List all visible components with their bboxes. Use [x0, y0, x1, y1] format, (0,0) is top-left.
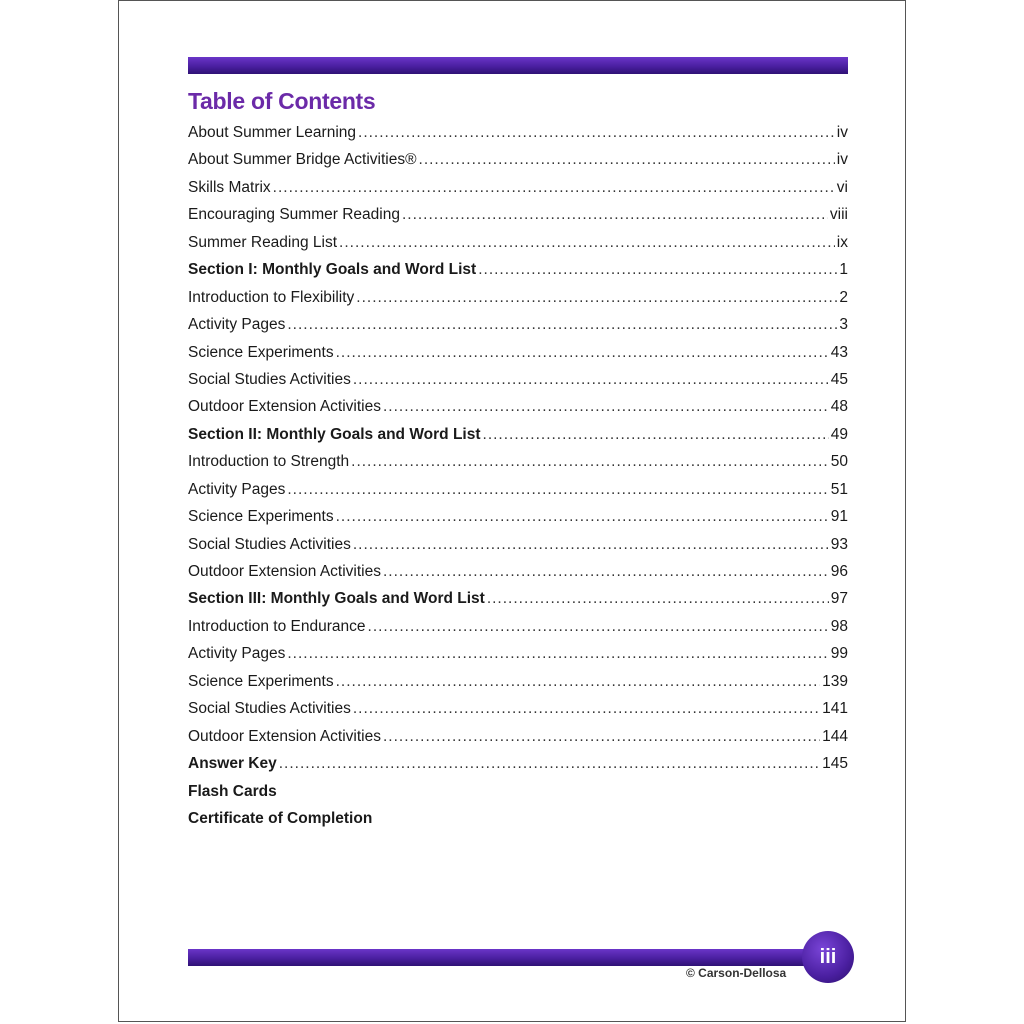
- dot-leader: [358, 124, 835, 142]
- dot-leader: [419, 151, 835, 169]
- page-title: Table of Contents: [188, 88, 376, 114]
- toc-entry[interactable]: [188, 563, 848, 590]
- toc-entry-label: Science Experiments: [188, 508, 334, 526]
- toc-entry[interactable]: [188, 179, 848, 206]
- toc-entry[interactable]: [188, 481, 848, 508]
- toc-entry-page: 145: [822, 755, 848, 773]
- toc-entry-page: 98: [830, 617, 848, 635]
- dot-leader: [336, 673, 821, 691]
- toc-entry-label: Answer Key: [188, 755, 277, 773]
- toc-entry[interactable]: [188, 206, 848, 233]
- toc-entry-label: Certificate of Completion: [188, 809, 373, 827]
- toc-entry-label: Social Studies Activities: [188, 535, 351, 553]
- toc-entry-label: Outdoor Extension Activities: [188, 398, 381, 416]
- toc-section-entry[interactable]: [188, 755, 848, 782]
- toc-entry-page: iv: [836, 151, 848, 169]
- page-number: iii: [819, 945, 837, 968]
- toc-entry[interactable]: [188, 453, 848, 480]
- toc-entry-label: Social Studies Activities: [188, 700, 351, 718]
- dot-leader: [336, 508, 829, 526]
- dot-leader: [287, 645, 828, 663]
- toc-entry-page: 93: [830, 535, 848, 553]
- dot-leader: [351, 453, 829, 471]
- toc-entry-page: iv: [836, 124, 848, 141]
- toc-entry-label: Section II: Monthly Goals and Word List: [188, 425, 481, 443]
- dot-leader: [287, 316, 837, 334]
- toc-entry-label: Science Experiments: [188, 672, 334, 690]
- toc-entry-page: 144: [822, 727, 848, 745]
- toc-entry-page: viii: [829, 206, 848, 224]
- toc-entry-label: Summer Reading List: [188, 233, 338, 251]
- dot-leader: [287, 481, 828, 499]
- toc-entry-label: Outdoor Extension Activities: [188, 727, 381, 745]
- dot-leader: [402, 206, 828, 224]
- toc-entry-label: Activity Pages: [188, 316, 286, 334]
- header-bar: [188, 57, 848, 74]
- toc-entry-label: Encouraging Summer Reading: [188, 206, 400, 224]
- toc-section-entry[interactable]: [188, 426, 848, 453]
- toc-entry-label: Activity Pages: [188, 645, 286, 663]
- toc-entry-page: 48: [830, 398, 848, 416]
- toc-section-entry[interactable]: [188, 810, 848, 837]
- toc-entry-label: Outdoor Extension Activities: [188, 563, 381, 580]
- toc-entry-page: 91: [830, 508, 848, 526]
- toc-entry[interactable]: [188, 645, 848, 672]
- toc-entry-label: About Summer Learning: [188, 124, 357, 141]
- dot-leader: [356, 289, 837, 307]
- toc-entry[interactable]: [188, 398, 848, 425]
- toc-entry-page: 99: [830, 645, 848, 663]
- toc-entry[interactable]: [188, 728, 848, 755]
- toc-entry[interactable]: [188, 700, 848, 727]
- toc-entry-page: vi: [836, 178, 848, 196]
- toc-entry-label: Science Experiments: [188, 343, 334, 361]
- toc-entry-label: Section I: Monthly Goals and Word List: [188, 261, 477, 279]
- dot-leader: [279, 755, 820, 773]
- toc-section-entry[interactable]: [188, 261, 848, 288]
- dot-leader: [353, 536, 829, 554]
- toc-entry[interactable]: [188, 151, 848, 178]
- dot-leader: [353, 700, 820, 718]
- toc-entry-label: Introduction to Strength: [188, 453, 350, 471]
- copyright-text: © Carson-Dellosa: [686, 966, 787, 980]
- dot-leader: [273, 179, 835, 197]
- dot-leader: [383, 728, 820, 746]
- toc-entry-label: Activity Pages: [188, 480, 286, 498]
- toc-entry-page: 139: [822, 672, 848, 690]
- toc-entry-page: 50: [830, 453, 848, 471]
- toc-entry-label: Introduction to Flexibility: [188, 288, 355, 306]
- dot-leader: [487, 590, 829, 608]
- toc-entry-page: 141: [822, 700, 848, 718]
- dot-leader: [353, 371, 829, 389]
- toc-entry-label: Section III: Monthly Goals and Word List: [188, 590, 485, 608]
- toc-entry-page: 49: [830, 425, 848, 443]
- toc-entry-label: Social Studies Activities: [188, 370, 351, 388]
- toc-entry[interactable]: [188, 508, 848, 535]
- toc-entry[interactable]: [188, 673, 848, 700]
- dot-leader: [368, 618, 829, 636]
- toc-entry-label: Introduction to Endurance: [188, 617, 366, 635]
- toc-entry[interactable]: [188, 344, 848, 371]
- toc-entry[interactable]: [188, 536, 848, 563]
- toc-entry[interactable]: [188, 371, 848, 398]
- toc-entry-page: 97: [830, 590, 848, 608]
- page-number-badge: [802, 931, 854, 983]
- toc-section-entry[interactable]: [188, 590, 848, 617]
- toc-entry[interactable]: [188, 234, 848, 261]
- dot-leader: [478, 261, 837, 279]
- toc-entry-page: ix: [836, 233, 848, 251]
- toc-entry-page: 51: [830, 480, 848, 498]
- dot-leader: [339, 234, 835, 252]
- dot-leader: [483, 426, 829, 444]
- toc-list: [188, 124, 848, 837]
- toc-entry-page: 96: [830, 563, 848, 580]
- footer-bar: [188, 949, 818, 966]
- toc-entry-label: Skills Matrix: [188, 178, 271, 196]
- toc-entry-label: Flash Cards: [188, 782, 277, 800]
- toc-entry-page: 3: [839, 316, 848, 334]
- toc-entry[interactable]: [188, 316, 848, 343]
- dot-leader: [383, 563, 829, 581]
- dot-leader: [383, 398, 829, 416]
- toc-entry[interactable]: [188, 289, 848, 316]
- toc-entry-page: 1: [839, 261, 848, 279]
- toc-section-entry[interactable]: [188, 783, 848, 810]
- toc-entry[interactable]: [188, 618, 848, 645]
- toc-entry-page: 2: [839, 288, 848, 306]
- toc-entry-label: About Summer Bridge Activities®: [188, 151, 417, 169]
- toc-entry-page: 43: [830, 343, 848, 361]
- toc-entry-page: 45: [830, 370, 848, 388]
- toc-entry[interactable]: [188, 124, 848, 151]
- dot-leader: [336, 344, 829, 362]
